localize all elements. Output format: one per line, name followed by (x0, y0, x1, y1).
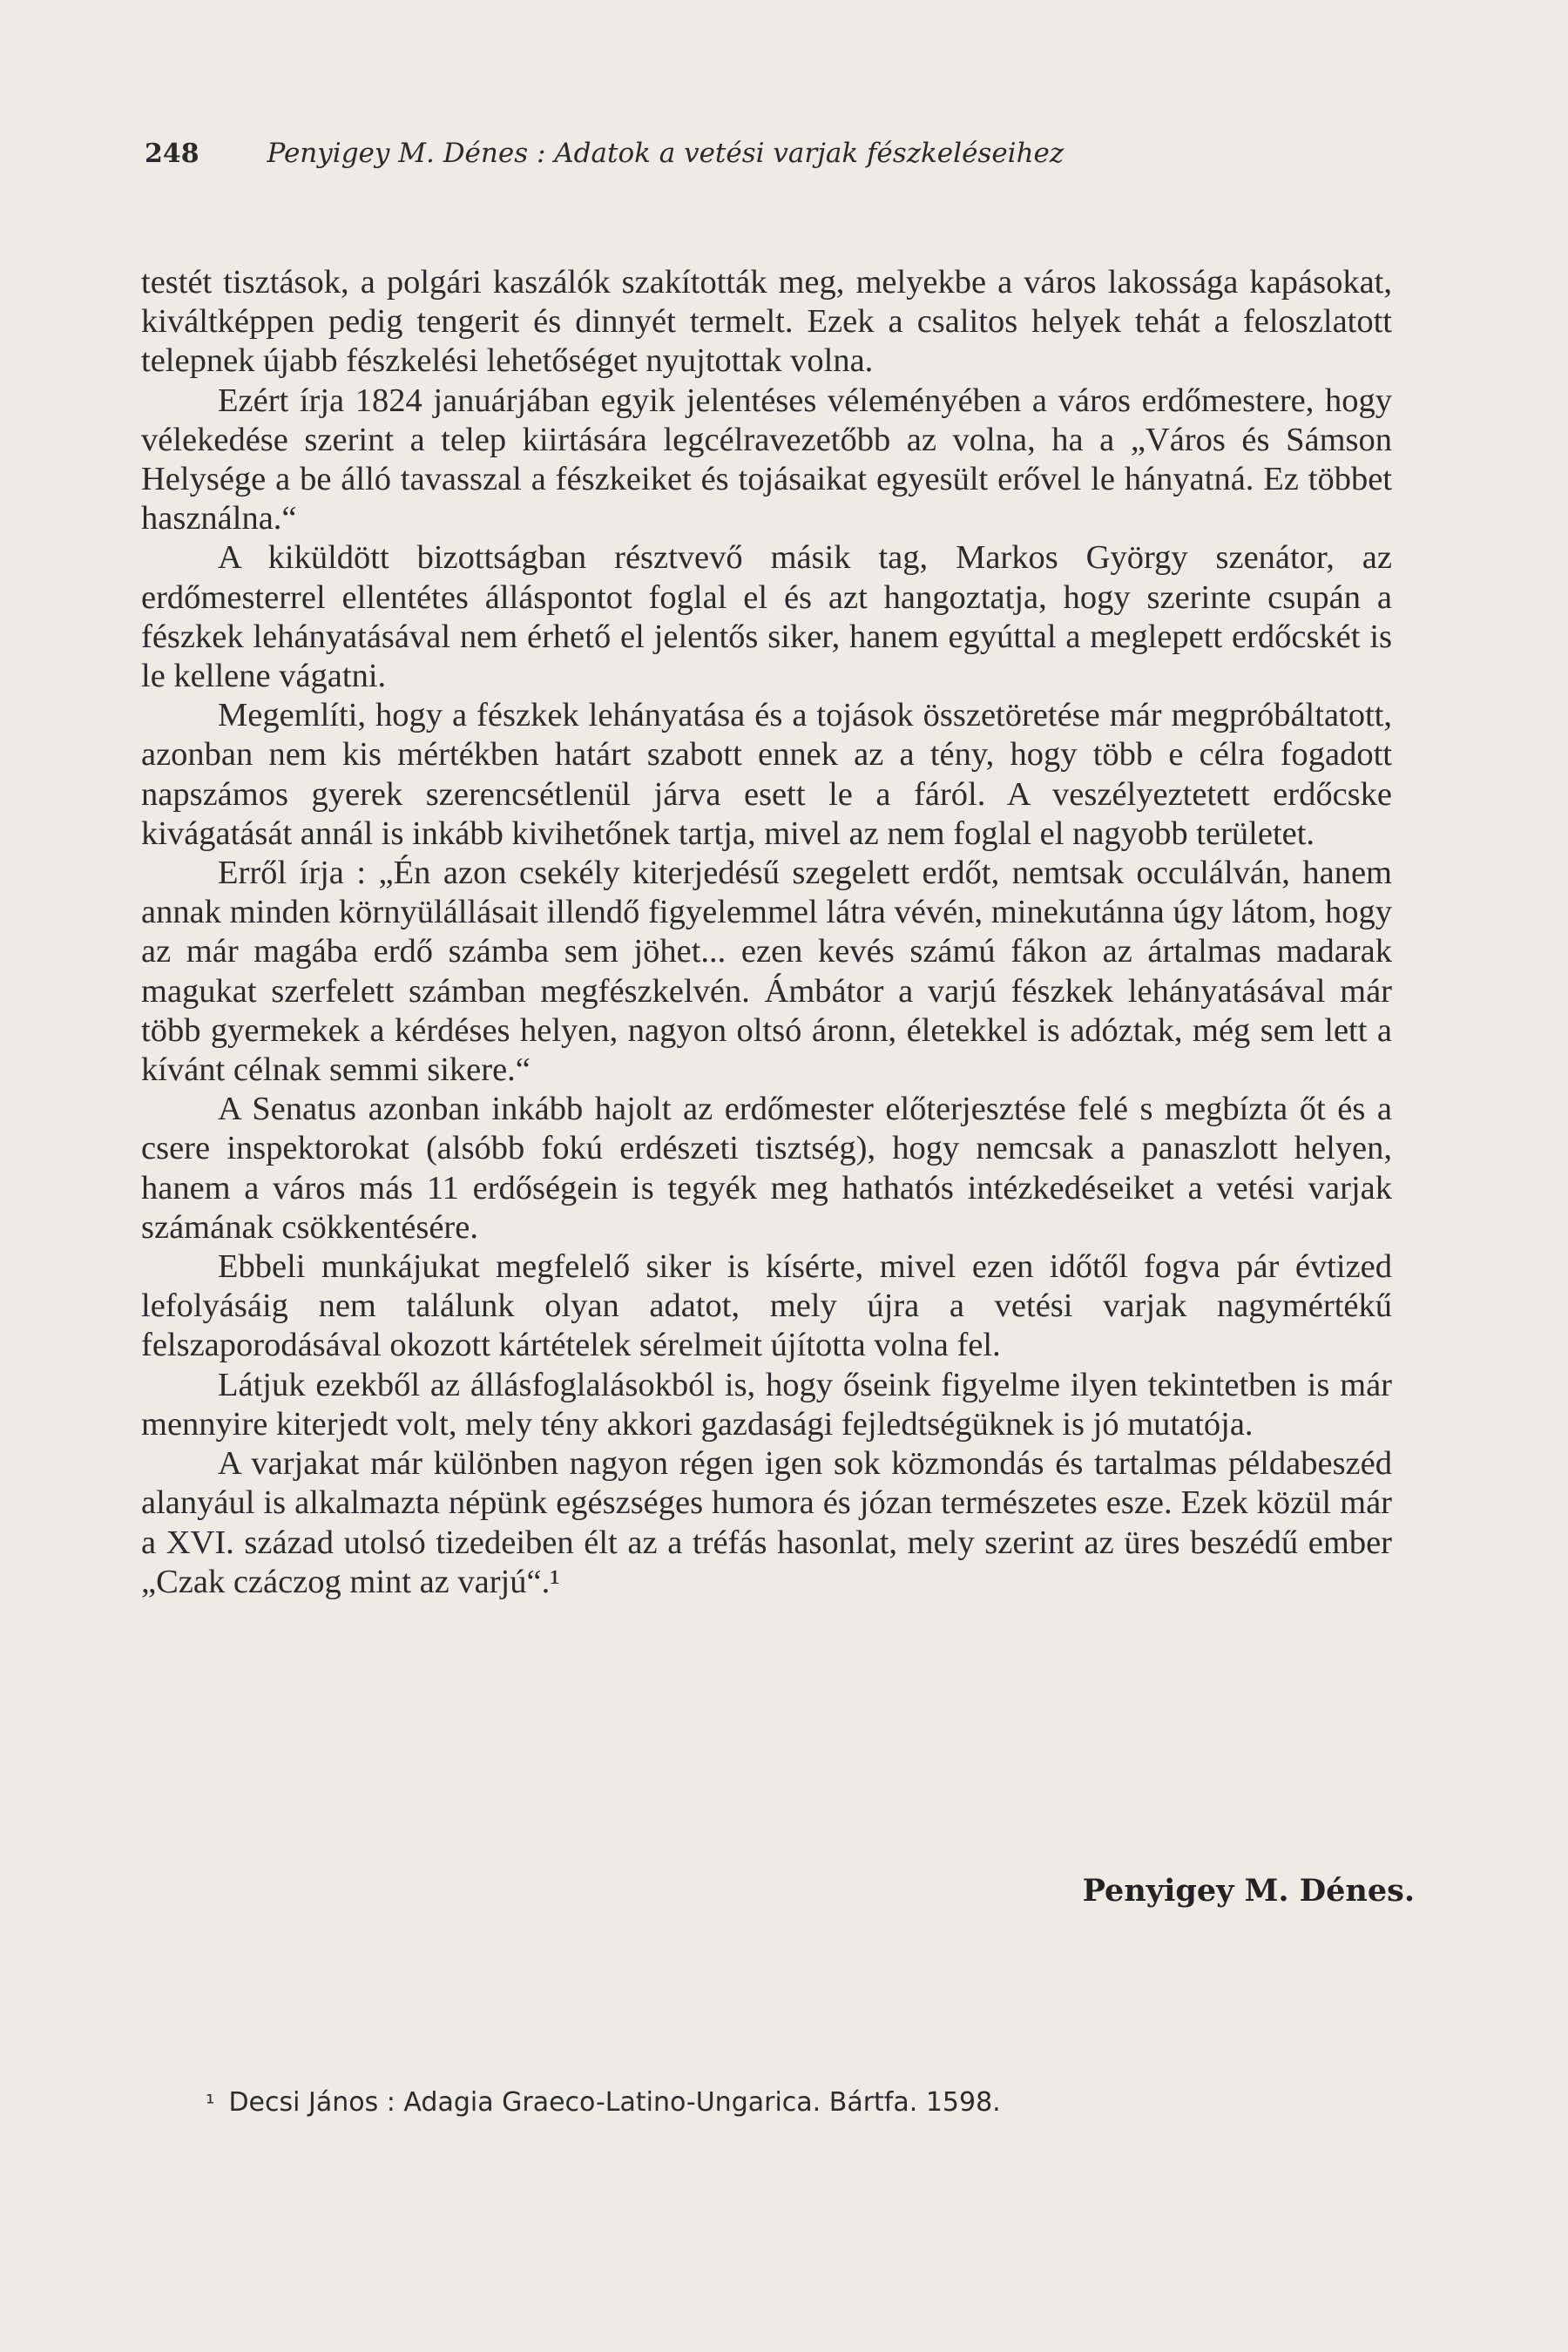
paragraph: Ebbeli munkájukat megfelelő siker is kísérte, mivel ezen időtől fogva pár évtized lefolyásáig nem találunk olyan adatot, mely újra a vetési varjak nagymértékű felszaporodásával okozott kártételek sérelmeit újította volna fel. (141, 1248, 1392, 1364)
paragraph: A varjakat már különben nagyon régen igen sok közmondás és tartalmas példabeszéd alanyául is alkalmazta népünk egészséges humora és józan természetes esze. Ezek közül már a XVI. század utolsó tizedeiben élt az a tréfás hasonlat, mely szerint az üres beszédű ember „Czak czáczog mint az varjú“.¹ (141, 1445, 1392, 1600)
paragraph: Ezért írja 1824 januárjában egyik jelentéses véleményében a város erdőmestere, hogy vélekedése szerint a telep kiirtására legcélravezetőbb az volna, ha a „Város és Sámson Helysége a be álló tavasszal a fészkeiket és tojásaikat egyesült erővel le hányatná. Ez többet használna.“ (141, 382, 1392, 537)
paragraph: Erről írja : „Én azon csekély kiterjedésű szegelett erdőt, nemtsak occulálván, hanem annak minden környülállásait illendő figyelemmel látra vévén, minekutánna úgy látom, hogy az már magába erdő számba sem jöhet... ezen kevés számú fákon az ártalmas madarak magukat szerfelett számban megfészkelvén. Ámbátor a varjú fészkek lehányatásával már több gyermekek a kérdéses helyen, nagyon oltsó áronn, életekkel is adóztak, még sem lett a kívánt célnak semmi sikere.“ (141, 855, 1392, 1089)
paragraph: Megemlíti, hogy a fészkek lehányatása és a tojások összetöretése már megpróbáltatott, azonban nem kis mértékben határt szabott ennek az a tény, hogy több e célra fogadott napszámos gyerek szerencsétlenül járva esett le a fáról. A veszélyeztetett erdőcske kivágatását annál is inkább kivihetőnek tartja, mivel az nem foglal el nagyobb területet. (141, 697, 1392, 852)
page-header (145, 138, 1425, 178)
footnote (206, 2087, 1001, 2118)
running-title: Penyigey M. Dénes : Adatok a vetési varjak fészkeléseihez (267, 138, 1064, 169)
body-text (141, 263, 1392, 1602)
footnote-text: Decsi János : Adagia Graeco-Latino-Ungarica. Bártfa. 1598. (228, 2087, 1001, 2118)
paragraph: A kiküldött bizottságban résztvevő másik tag, Markos György szenátor, az erdőmesterrel ellentétes álláspontot foglal el és azt hangoztatja, hogy szerinte csupán a fészkek lehányatásával nem érhető el jelentős siker, hanem egyúttal a meglepett erdőcskét is le kellene vágatni. (141, 539, 1392, 695)
author-signature: Penyigey M. Dénes. (1082, 1873, 1415, 1909)
page-number: 248 (145, 139, 199, 169)
paragraph: testét tisztások, a polgári kaszálók szakították meg, melyekbe a város lakossága kapásokat, kiváltképpen pedig tengerit és dinnyét termelt. Ezek a csalitos helyek tehát a feloszlatott telepnek újabb fészkelési lehetőséget nyujtottak volna. (141, 264, 1392, 380)
footnote-mark: ¹ (206, 2091, 215, 2117)
paragraph: Látjuk ezekből az állásfoglalásokból is, hogy őseink figyelme ilyen tekintetben is már mennyire kiterjedt volt, mely tény akkori gazdasági fejledtségüknek is jó mutatója. (141, 1366, 1392, 1443)
paragraph: A Senatus azonban inkább hajolt az erdőmester előterjesztése felé s megbízta őt és a csere inspektorokat (alsóbb fokú erdészeti tisztség), hogy nemcsak a panaszlott helyen, hanem a város más 11 erdőségein is tegyék meg hathatós intézkedéseiket a vetési varjak számának csökkentésére. (141, 1091, 1392, 1246)
